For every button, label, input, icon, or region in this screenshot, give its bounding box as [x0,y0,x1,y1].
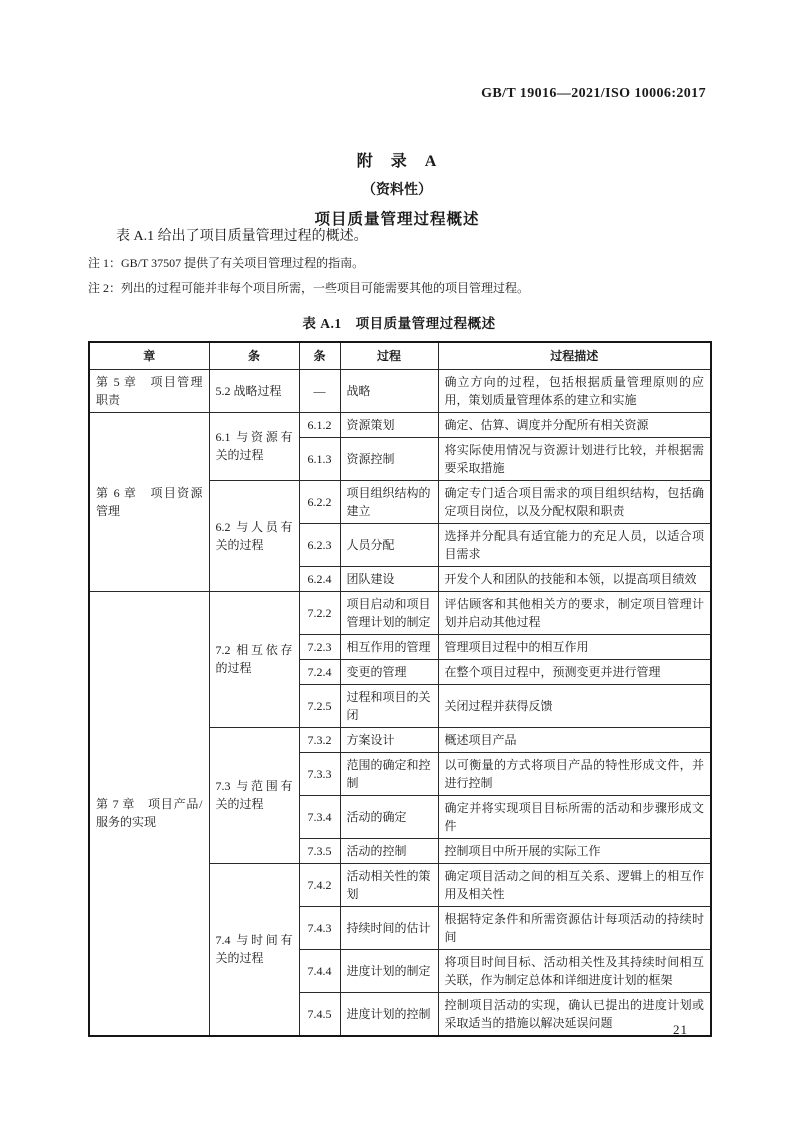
subclause-cell: 7.4.2 [299,863,340,906]
appendix-title: 附 录 A [356,153,438,170]
description-cell: 管理项目过程中的相互作用 [438,634,711,659]
subclause-cell: 7.2.2 [299,591,340,634]
col-header-clause: 条 [209,342,299,370]
description-cell: 在整个项目过程中，预测变更并进行管理 [438,659,711,684]
subclause-cell: 6.1.2 [299,412,340,437]
clause-cell: 7.2 相互依存的过程 [209,591,299,727]
process-cell: 战略 [340,369,438,412]
process-cell: 项目组织结构的建立 [340,480,438,523]
col-header-chapter: 章 [89,342,209,370]
chapter-cell: 第 6 章 项目资源管理 [89,412,209,591]
description-cell: 关闭过程并获得反馈 [438,684,711,727]
description-cell: 确定项目活动之间的相互关系、逻辑上的相互作用及相关性 [438,863,711,906]
table-caption: 表 A.1 项目质量管理过程概述 [302,315,496,331]
subclause-cell: 6.1.3 [299,437,340,480]
subclause-cell: 7.2.3 [299,634,340,659]
appendix-subtitle: （资料性） [362,183,432,198]
description-cell: 评估顾客和其他相关方的要求，制定项目管理计划并启动其他过程 [438,591,711,634]
process-cell: 变更的管理 [340,659,438,684]
description-cell: 选择并分配具有适宜能力的充足人员，以适合项目需求 [438,523,711,566]
subclause-cell: 7.2.4 [299,659,340,684]
standard-number-header: GB/T 19016—2021/ISO 10006:2017 [481,86,706,101]
process-cell: 范围的确定和控制 [340,752,438,795]
description-cell: 确定并将实现项目目标所需的活动和步骤形成文件 [438,795,711,838]
col-header-subclause: 条 [299,342,340,370]
description-cell: 确立方向的过程，包括根据质量管理原则的应用，策划质量管理体系的建立和实施 [438,369,711,412]
intro-paragraph: 表 A.1 给出了项目质量管理过程的概述。 [116,229,368,244]
clause-cell: 7.4 与时间有关的过程 [209,863,299,1036]
table-row [89,591,711,634]
description-cell: 确定、估算、调度并分配所有相关资源 [438,412,711,437]
clause-cell: 5.2 战略过程 [209,369,299,412]
clause-cell: 6.2 与人员有关的过程 [209,480,299,591]
col-header-process: 过程 [340,342,438,370]
description-cell: 将项目时间目标、活动相关性及其持续时间相互关联，作为制定总体和详细进度计划的框架 [438,949,711,992]
note-2: 注 2：列出的过程可能并非每个项目所需，一些项目可能需要其他的项目管理过程。 [88,281,530,296]
process-cell: 持续时间的估计 [340,906,438,949]
note-1: 注 1：GB/T 37507 提供了有关项目管理过程的指南。 [88,256,365,270]
clause-cell: 7.3 与范围有关的过程 [209,727,299,863]
subclause-cell: 7.4.4 [299,949,340,992]
page-number: 21 [673,1022,688,1037]
subclause-cell: 7.3.5 [299,838,340,863]
subclause-cell: — [299,369,340,412]
process-cell: 人员分配 [340,523,438,566]
process-cell: 活动的确定 [340,795,438,838]
process-cell: 进度计划的制定 [340,949,438,992]
description-cell: 开发个人和团队的技能和本领，以提高项目绩效 [438,566,711,591]
subclause-cell: 6.2.3 [299,523,340,566]
subclause-cell: 7.3.3 [299,752,340,795]
col-header-description: 过程描述 [438,342,711,370]
clause-cell: 6.1 与资源有关的过程 [209,412,299,480]
description-cell: 控制项目中所开展的实际工作 [438,838,711,863]
process-cell: 过程和项目的关闭 [340,684,438,727]
appendix-title-block [0,148,794,229]
process-cell: 项目启动和项目管理计划的制定 [340,591,438,634]
description-cell: 控制项目活动的实现，确认已提出的进度计划或采取适当的措施以解决延误问题 [438,992,711,1036]
subclause-cell: 7.3.2 [299,727,340,752]
page-content [88,226,710,1037]
process-cell: 进度计划的控制 [340,992,438,1036]
table-row [89,412,711,437]
subclause-cell: 7.4.3 [299,906,340,949]
process-cell: 团队建设 [340,566,438,591]
description-cell: 以可衡量的方式将项目产品的特性形成文件，并进行控制 [438,752,711,795]
process-cell: 活动的控制 [340,838,438,863]
chapter-cell: 第 7 章 项目产品/服务的实现 [89,591,209,1036]
description-cell: 根据特定条件和所需资源估计每项活动的持续时间 [438,906,711,949]
process-cell: 方案设计 [340,727,438,752]
process-cell: 资源策划 [340,412,438,437]
table-row [89,369,711,412]
subclause-cell: 6.2.2 [299,480,340,523]
subclause-cell: 7.4.5 [299,992,340,1036]
subclause-cell: 7.3.4 [299,795,340,838]
description-cell: 概述项目产品 [438,727,711,752]
chapter-cell: 第 5 章 项目管理职责 [89,369,209,412]
subclause-cell: 6.2.4 [299,566,340,591]
process-overview-table [88,341,712,1037]
description-cell: 将实际使用情况与资源计划进行比较，并根据需要采取措施 [438,437,711,480]
subclause-cell: 7.2.5 [299,684,340,727]
process-cell: 活动相关性的策划 [340,863,438,906]
description-cell: 确定专门适合项目需求的项目组织结构，包括确定项目岗位，以及分配权限和职责 [438,480,711,523]
process-cell: 资源控制 [340,437,438,480]
process-cell: 相互作用的管理 [340,634,438,659]
table-header-row [89,342,711,370]
appendix-heading: 项目质量管理过程概述 [314,211,480,228]
